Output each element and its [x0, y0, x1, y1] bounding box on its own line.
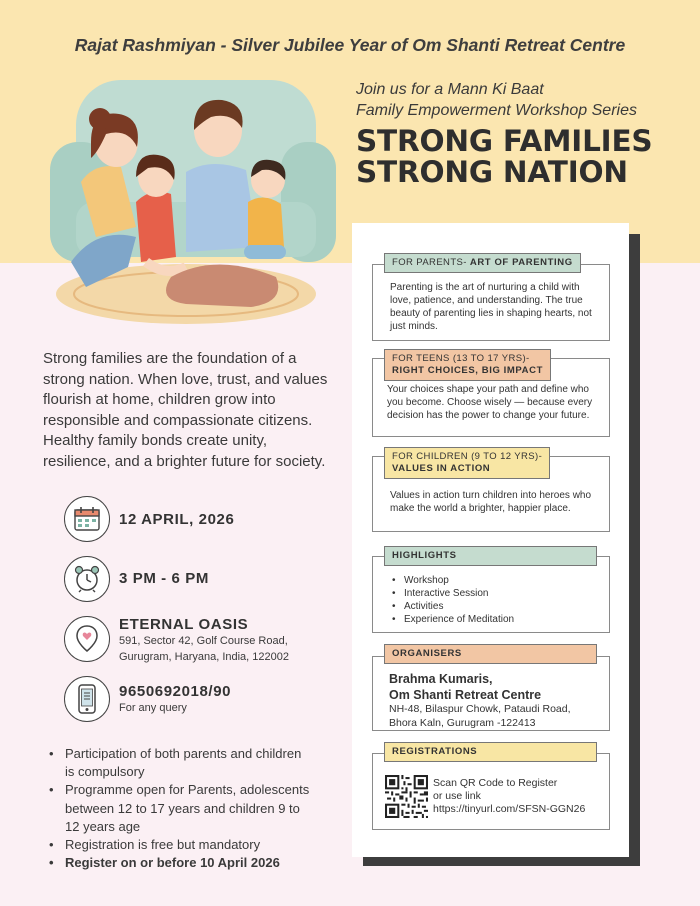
- participation-notes: [49, 745, 314, 872]
- children-tag-title: VALUES IN ACTION: [392, 463, 491, 474]
- highlights-list: [390, 574, 514, 626]
- registration-info: [433, 777, 585, 816]
- registrations-tag-title: REGISTRATIONS: [392, 746, 478, 757]
- phone-note: For any query: [119, 702, 187, 714]
- mobile-phone-icon: [64, 676, 110, 722]
- invitation-text: [356, 79, 637, 121]
- invitation-line-1: Join us for a Mann Ki Baat: [356, 81, 544, 98]
- note-item-deadline: • Register on or before 10 April 2026: [49, 854, 314, 872]
- headline: [356, 126, 652, 188]
- highlight-item: • Activities: [390, 600, 514, 613]
- venue-address: 591, Sector 42, Golf Course Road, Gurugram, Haryana, India, 122002: [119, 635, 289, 663]
- highlight-item: • Experience of Meditation: [390, 613, 514, 626]
- parents-tag-title: ART OF PARENTING: [469, 257, 573, 268]
- alarm-clock-icon: [64, 556, 110, 602]
- parents-tag: [384, 253, 581, 273]
- registration-line-1: Scan QR Code to Register: [433, 777, 558, 789]
- organiser-name: [389, 671, 541, 703]
- children-text: Values in action turn children into heroes who make the world a brighter, happier place.: [390, 490, 592, 514]
- organisers-tag-title: ORGANISERS: [392, 648, 462, 659]
- event-date: 12 APRIL, 2026: [119, 511, 235, 528]
- qr-code[interactable]: [385, 775, 428, 818]
- calendar-icon: [64, 496, 110, 542]
- page-top-title: Rajat Rashmiyan - Silver Jubilee Year of Om Shanti Retreat Centre: [74, 35, 626, 55]
- highlight-item: • Interactive Session: [390, 587, 514, 600]
- invitation-line-2: Family Empowerment Workshop Series: [356, 102, 637, 119]
- registrations-tag: [384, 742, 597, 762]
- teens-tag: [384, 349, 551, 381]
- highlight-item: • Workshop: [390, 574, 514, 587]
- note-item: • Programme open for Parents, adolescents between 12 to 17 years and children 9 to 12 years age: [49, 781, 314, 836]
- venue-name: ETERNAL OASIS: [119, 616, 249, 633]
- parents-text: Parenting is the art of nurturing a child with love, patience, and understanding. The true beauty of parenting lies in shaping hearts, not just minds.: [390, 282, 592, 332]
- note-item: • Participation of both parents and children is compulsory: [49, 745, 314, 781]
- registration-link[interactable]: https://tinyurl.com/SFSN-GGN26: [433, 803, 586, 815]
- location-pin-icon: [64, 616, 110, 662]
- note-item: • Registration is free but mandatory: [49, 836, 314, 854]
- teens-tag-title: RIGHT CHOICES, BIG IMPACT: [392, 365, 543, 376]
- organisers-tag: [384, 644, 597, 664]
- highlights-tag-title: HIGHLIGHTS: [392, 550, 457, 561]
- registration-line-2: or use link: [433, 790, 481, 802]
- highlights-tag: [384, 546, 597, 566]
- event-time: 3 PM - 6 PM: [119, 570, 209, 587]
- organiser-name-line-2: Om Shanti Retreat Centre: [389, 688, 542, 702]
- children-tag: [384, 447, 550, 479]
- headline-line-1: STRONG FAMILIES: [356, 124, 653, 158]
- organiser-address: NH-48, Bilaspur Chowk, Pataudi Road, Bhora Kaln, Gurugram -122413: [389, 703, 571, 729]
- intro-paragraph: Strong families are the foundation of a strong nation. When love, trust, and values flourish at home, children grow into responsible and compassionate citizens. Healthy family bonds create unity, resilience, and a brighter future for society.: [43, 350, 328, 470]
- parents-tag-prefix: FOR PARENTS-: [392, 257, 467, 268]
- teens-tag-prefix: FOR TEENS (13 TO 17 YRS)-: [392, 353, 530, 364]
- teens-text: Your choices shape your path and define who you become. Choose wisely — because every decision has the power to change your future.: [387, 384, 593, 421]
- headline-line-2: STRONG NATION: [356, 155, 628, 189]
- children-tag-prefix: FOR CHILDREN (9 TO 12 YRS)-: [392, 451, 543, 462]
- family-illustration: [36, 62, 346, 330]
- phone-number: 9650692018/90: [119, 683, 232, 700]
- organiser-name-line-1: Brahma Kumaris,: [389, 672, 493, 686]
